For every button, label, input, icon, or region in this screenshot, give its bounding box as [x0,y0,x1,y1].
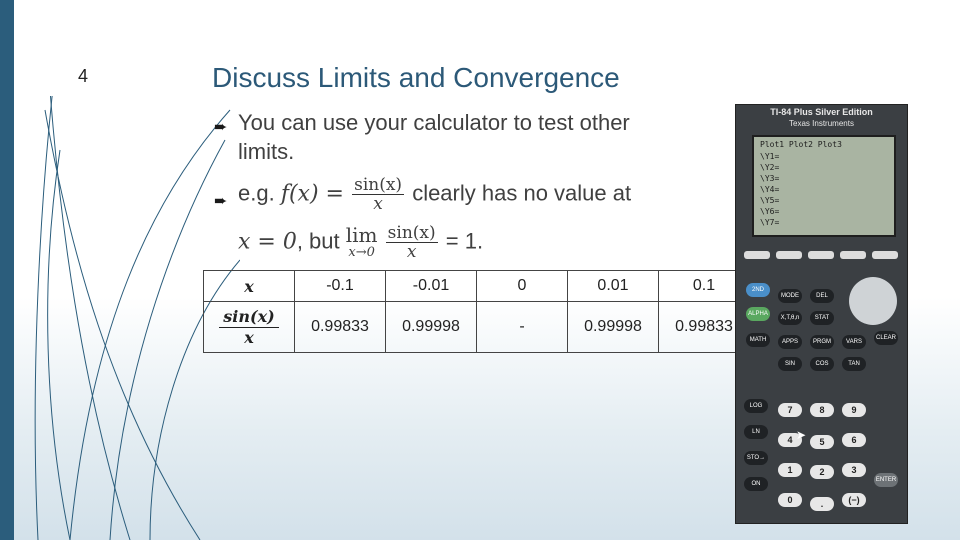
calc-key: 9 [842,403,866,417]
calc-key: 0 [778,493,802,507]
fraction-numerator: sin(x) [387,223,436,243]
calc-key: CLEAR [874,331,898,345]
table-cell: 0 [477,271,568,302]
screen-line: \Y3= [760,174,780,183]
table-cell: 0.99998 [386,302,477,353]
table-row [204,271,750,302]
screen-line: \Y7= [760,218,780,227]
fraction-sinx-over-x-2 [386,224,438,261]
calc-key: SIN [778,357,802,371]
calc-key: STAT [810,311,834,325]
fraction-denominator: x [373,194,383,214]
screen-line: \Y1= [760,152,780,161]
calc-key: APPS [778,335,802,349]
fraction-numerator: sin(x) [354,175,403,195]
table-cell: 0.01 [568,271,659,302]
bullet-2-line-1 [238,176,631,213]
limit-result: = 1. [445,228,484,254]
lim-word: lim [345,223,378,247]
calc-key: MODE [778,289,802,303]
mouse-pointer-icon: ➤ [796,428,807,442]
bullet-1-line-1: You can use your calculator to test other [238,110,630,135]
table-cell: - [477,302,568,353]
bullet-2-line-2 [238,224,483,261]
table-cell: 0.99833 [295,302,386,353]
calc-key: LN [744,425,768,439]
calc-key: 3 [842,463,866,477]
bullet-arrow-icon: ➨ [214,119,228,136]
row-head-numerator: sin(x) [219,307,278,328]
calc-key: 6 [842,433,866,447]
calc-key: LOG [744,399,768,413]
calc-key: . [810,497,834,511]
calc-key: X,T,θ,n [778,311,802,325]
bullet-2-suffix: clearly has no value at [412,180,632,206]
fraction-denominator: x [406,242,417,262]
table-cell: 0.1 [659,271,750,302]
row-head-x: x [204,271,295,302]
f-key [840,251,866,259]
screen-line: \Y5= [760,196,780,205]
calc-key: DEL [810,289,834,303]
table-cell: -0.01 [386,271,477,302]
calc-key: 2 [810,465,834,479]
calc-key: MATH [746,333,770,347]
calc-key: (−) [842,493,866,507]
bullet-arrow-icon: ➨ [214,193,228,210]
calc-key: VARS [842,335,866,349]
calc-key: TAN [842,357,866,371]
slide-number: 4 [78,66,89,86]
f-key [872,251,898,259]
calc-key: 4 [778,433,802,447]
calc-key: 2ND [746,283,770,297]
f-key [776,251,802,259]
calc-key: 1 [778,463,802,477]
calc-key: ENTER [874,473,898,487]
table-row [204,302,750,353]
calculator-maker: Texas Instruments [789,119,854,128]
table-cell: 0.99998 [568,302,659,353]
function-label: f(x) = [280,181,344,207]
fraction-sinx-over-x [352,176,404,213]
table-cell: 0.99833 [659,302,750,353]
but-text: , but [296,228,340,254]
calc-key: COS [810,357,834,371]
x-equals-zero: x = 0 [238,229,297,255]
slide-title: Discuss Limits and Convergence [212,62,620,93]
arrow-pad-icon [849,277,897,325]
calc-key: PRGM [810,335,834,349]
calc-key: ALPHA [746,307,770,321]
calc-key: STO→ [744,451,768,465]
screen-header: Plot1 Plot2 Plot3 [760,140,842,149]
calc-key: 8 [810,403,834,417]
bullet-1-line-2: limits. [238,139,295,164]
screen-line: \Y2= [760,163,780,172]
screen-line: \Y4= [760,185,780,194]
eg-prefix: e.g. [238,180,281,206]
f-key [808,251,834,259]
slide-number-tab [30,58,120,96]
row-head-denominator: x [244,327,254,347]
calc-key: 7 [778,403,802,417]
row-head-sinx-over-x [204,302,295,353]
calculator-brand: TI-84 Plus Silver Edition [770,107,873,117]
values-table [203,270,750,353]
f-key [744,251,770,259]
calculator-screen [752,135,896,237]
table-cell: -0.1 [295,271,386,302]
limit-notation [346,224,378,260]
calc-key: ON [744,477,768,491]
calc-key: 5 [810,435,834,449]
calculator-image [735,104,908,524]
screen-line: \Y6= [760,207,780,216]
lim-subscript: x→0 [348,245,375,260]
